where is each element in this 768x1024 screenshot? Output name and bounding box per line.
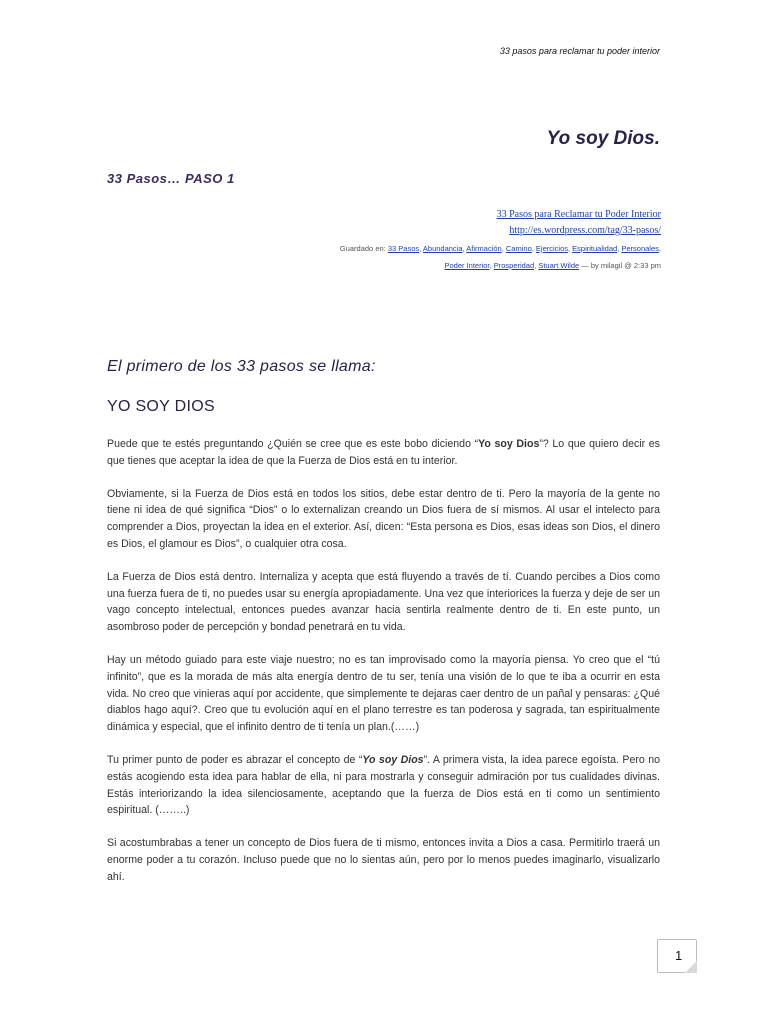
paragraph: La Fuerza de Dios está dentro. Internaliza y acepta que está fluyendo a través de tí. Cuando percibes a Dios como una fuerza fuera de ti, no puedes usar su energía apropiadamente. Una vez que interiorices la fuerza y deje de ser un vago concepto intelectual, entonces puedes avanzar hacia sentirla realmente dentro de ti. En este punto, un asombroso poder de percepción y bondad penetrará en tu vida. [107, 570, 660, 634]
tag-link[interactable]: Poder Interior [444, 261, 490, 270]
source-link-title[interactable]: 33 Pasos para Reclamar tu Poder Interior [496, 209, 661, 220]
source-links [101, 207, 661, 274]
page-number: 1 [675, 948, 683, 963]
running-header: 33 pasos para reclamar tu poder interior [499, 46, 660, 56]
tag-link[interactable]: Afirmación [466, 244, 502, 253]
emphasis: Yo soy Dios [478, 438, 540, 450]
page-number-box [657, 939, 697, 973]
post-meta: Guardado en: 33 Pasos, Abundancia, Afirmación, Camino, Ejercicios, Espiritualidad, Personales, Poder Interior, Prosperidad, Stuart Wilde — by milagil @ 2:33 pm [339, 244, 661, 270]
tag-link[interactable]: Espiritualidad [572, 244, 618, 253]
saved-in-label: Guardado en: [339, 244, 386, 253]
step-label: 33 Pasos… PASO 1 [107, 171, 235, 186]
tag-link[interactable]: Personales [621, 244, 659, 253]
paragraph: Obviamente, si la Fuerza de Dios está en todos los sitios, debe estar dentro de ti. Pero la mayoría de la gente no tiene ni idea de qué significa “Dios” o lo externalizan creando un Dios fuera de sí mismos. Al usar el intelecto para comprender a Dios, proyectan la idea en el exterior. Así, dicen: “Esta persona es Dios, esas ideas son Dios, el dinero es Dios, el glamour es Dios”, o cualquier otra cosa. [107, 487, 660, 550]
section-heading: El primero de los 33 pasos se llama: [107, 358, 376, 375]
page-title: Yo soy Dios. [546, 128, 660, 149]
section-subheading: YO SOY DIOS [107, 398, 215, 415]
tag-link[interactable]: Stuart Wilde [538, 261, 580, 270]
body-text [107, 436, 660, 902]
page-curl-icon [685, 961, 697, 973]
emphasis: Yo soy Dios [362, 753, 424, 766]
tag-link[interactable]: Prosperidad [493, 261, 535, 270]
tag-link[interactable]: Abundancia [422, 244, 463, 253]
source-link-url[interactable]: http://es.wordpress.com/tag/33-pasos/ [509, 225, 661, 236]
tag-link[interactable]: Ejercicios [535, 244, 568, 253]
paragraph: Si acostumbrabas a tener un concepto de Dios fuera de ti mismo, entonces invita a Dios a casa. Permitirlo traerá un enorme poder a tu corazón. Incluso puede que no lo sientas aún, pero por lo menos puedes imaginarlo, visualizarlo ahí. [107, 837, 660, 883]
tag-link[interactable]: 33 Pasos [387, 244, 420, 253]
paragraph: Puede que te estés preguntando ¿Quién se cree que es este bobo diciendo “Yo soy Dios”? Lo que quiero decir es que tienes que aceptar la idea de que la Fuerza de Dios está en tu interior. [107, 438, 660, 467]
paragraph: Tu primer punto de poder es abrazar el concepto de “Yo soy Dios”. A primera vista, la idea parece egoísta. Pero no estás acogiendo esta idea para hablar de ella, ni para mostrarla y conseguir admiración por tus cualidades divinas. Estás interiorizando la idea silenciosamente, aceptando que la fuerza de Dios está en ti como un sentimiento espiritual. (……..) [107, 753, 661, 817]
paragraph: Hay un método guiado para este viaje nuestro; no es tan improvisado como la mayoría piensa. Yo creo que el “tú infinito”, que es la morada de más alta energía dentro de tu ser, tenía una visión de lo que te iba a ocurrir en esta vida. No creo que vinieras aquí por accidente, que simplemente te dejaras caer dentro de un pañal y pensaras: ¿Qué diablos hago aquí?. Creo que tu evolución aquí en el plano terrestre es tan poderosa y sagrada, tan espiritualmente dinámica y especial, que el infinito dentro de ti tenía un plan.(……) [107, 653, 660, 734]
tag-link[interactable]: Camino [505, 244, 532, 253]
byline: — by milagil @ 2:33 pm [581, 261, 661, 270]
